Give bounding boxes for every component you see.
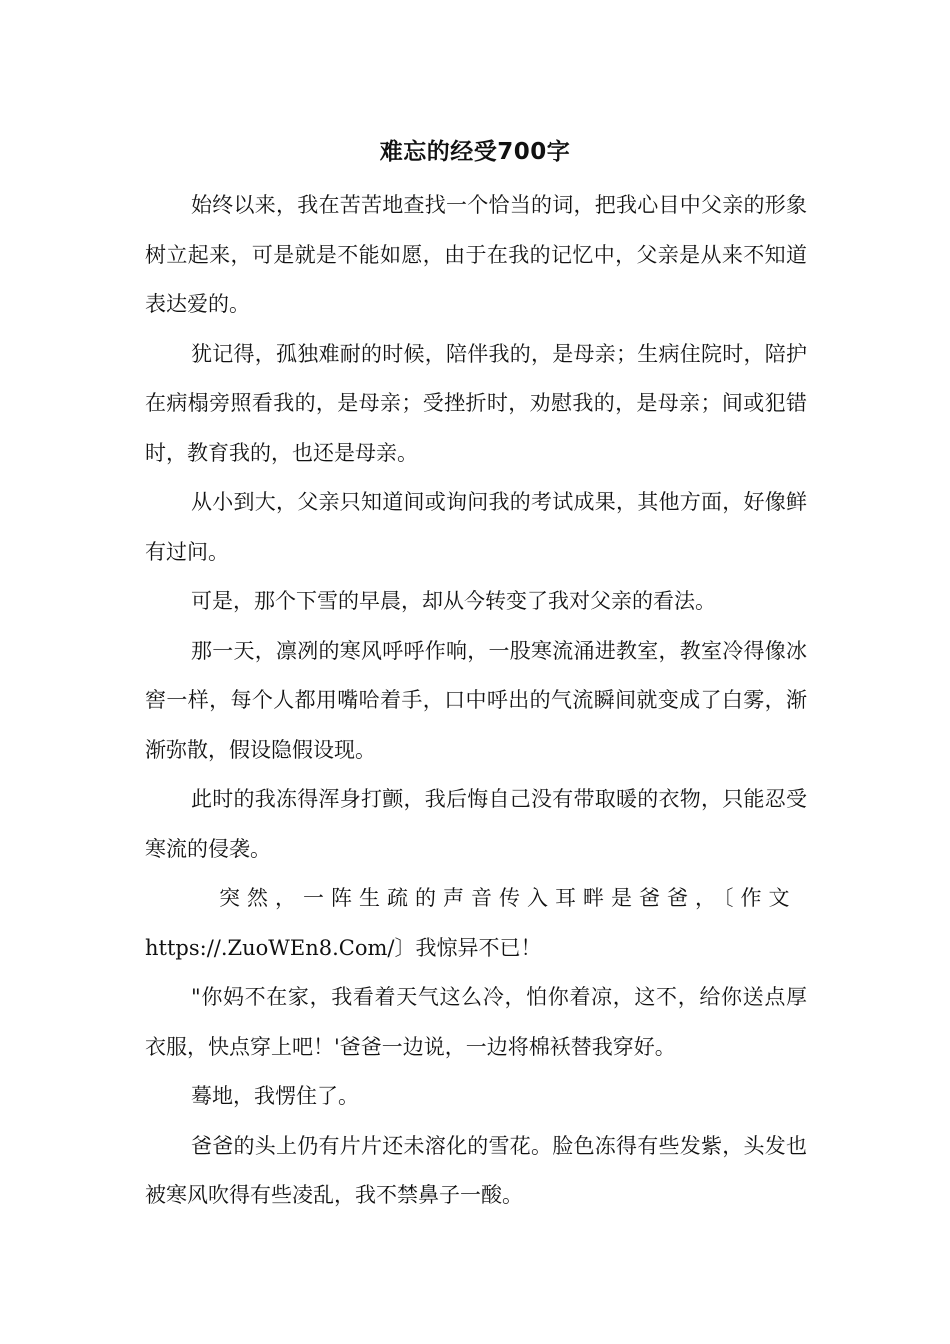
- paragraph: 那一天，凛冽的寒风呼呼作响，一股寒流涌进教室，教室冷得像冰窖一样，每个人都用嘴哈着手，口中呼出的气流瞬间就变成了白雾，渐渐弥散，假设隐假设现。: [145, 638, 807, 762]
- paragraph-continuation: https://.ZuoWEn8.Com/〕我惊异不已！: [145, 935, 542, 960]
- document-title: 难忘的经受700字: [379, 139, 571, 165]
- paragraph: 犹记得，孤独难耐的时候，陪伴我的，是母亲；生病住院时，陪护在病榻旁照看我的，是母亲；受挫折时，劝慰我的，是母亲；间或犯错时，教育我的，也还是母亲。: [145, 341, 807, 465]
- paragraph: 爸爸的头上仍有片片还未溶化的雪花。脸色冻得有些发紫，头发也被寒风吹得有些凌乱，我不禁鼻子一酸。: [145, 1133, 807, 1207]
- paragraph: 可是，那个下雪的早晨，却从今转变了我对父亲的看法。: [191, 589, 716, 613]
- paragraph: 蓦地，我愣住了。: [191, 1084, 359, 1108]
- paragraph: 突然，一阵生疏的声音传入耳畔是爸爸，〔作文: [219, 886, 797, 910]
- paragraph: 始终以来，我在苦苦地查找一个恰当的词，把我心目中父亲的形象树立起来，可是就是不能如愿，由于在我的记忆中，父亲是从来不知道表达爱的。: [145, 193, 807, 316]
- document-body: [145, 181, 807, 1221]
- paragraph: 从小到大，父亲只知道间或询问我的考试成果，其他方面，好像鲜有过问。: [145, 490, 807, 564]
- paragraph: 此时的我冻得浑身打颤，我后悔自己没有带取暖的衣物，只能忍受寒流的侵袭。: [145, 787, 807, 861]
- paragraph: "你妈不在家，我看着天气这么冷，怕你着凉，这不，给你送点厚衣服，快点穿上吧！'爸爸一边说，一边将棉袄替我穿好。: [145, 985, 807, 1059]
